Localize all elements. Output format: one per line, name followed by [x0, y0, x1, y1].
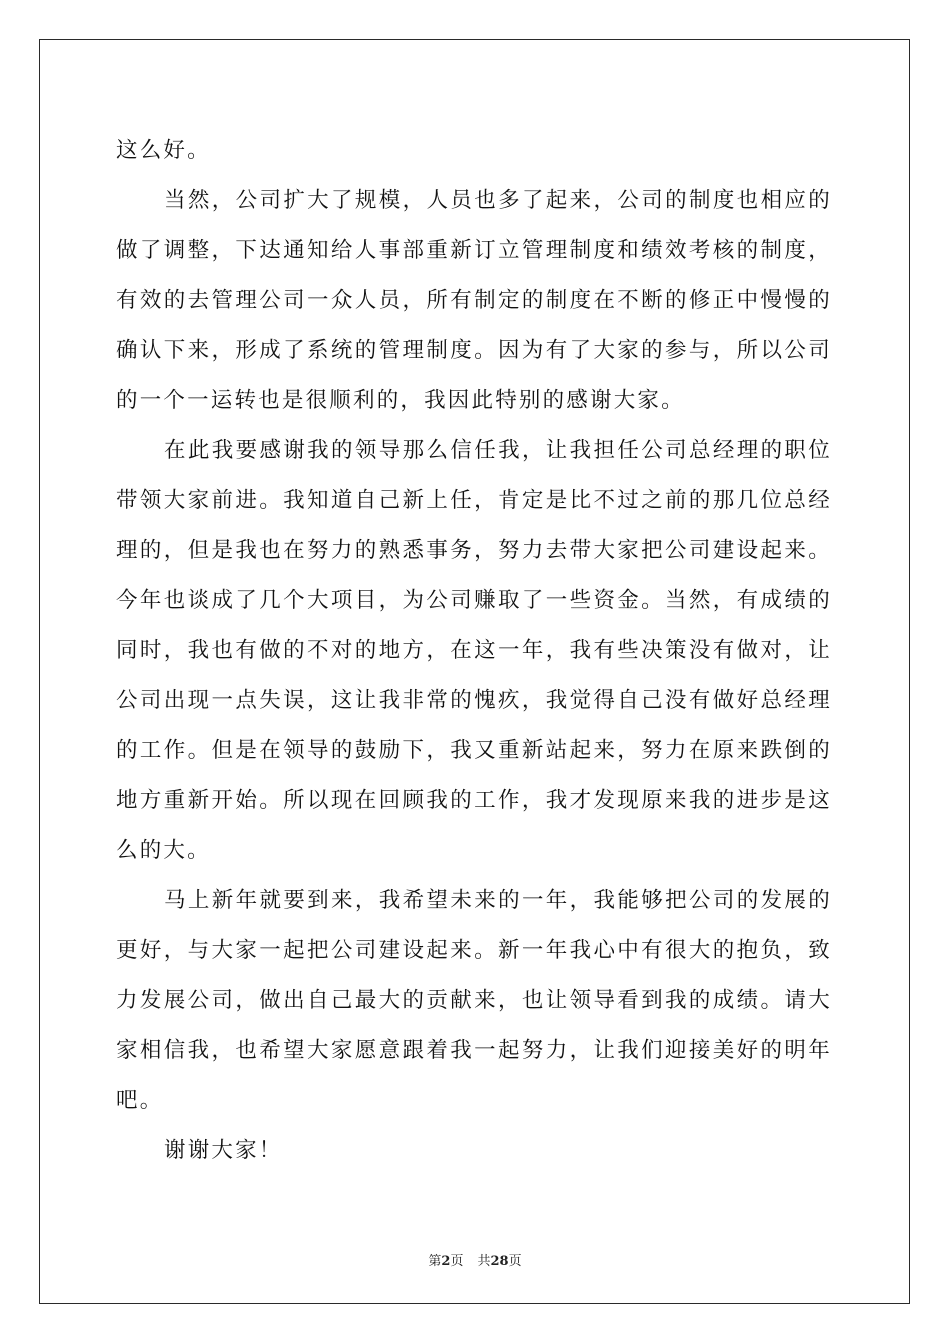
- total-suffix: 页: [508, 1254, 522, 1269]
- page-suffix: 页: [450, 1254, 464, 1269]
- paragraph-leadership: 在此我要感谢我的领导那么信任我，让我担任公司总经理的职位带领大家前进。我知道自己新上任，肯定是比不过之前的那几位总经理的，但是我也在努力的熟悉事务，努力去带大家把公司建设起来。今年也谈成了几个大项目，为公司赚取了一些资金。当然，有成绩的同时，我也有做的不对的地方，在这一年，我有些决策没有做对，让公司出现一点失误，这让我非常的愧疚，我觉得自己没有做好总经理的工作。但是在领导的鼓励下，我又重新站起来，努力在原来跌倒的地方重新开始。所以现在回顾我的工作，我才发现原来我的进步是这么的大。: [116, 438, 832, 863]
- page-footer: [0, 1250, 950, 1269]
- total-prefix: 共: [477, 1254, 491, 1269]
- page-number: 2: [441, 1254, 451, 1269]
- paragraph-thanks: 谢谢大家！: [164, 1138, 283, 1163]
- total-pages: 28: [490, 1254, 509, 1269]
- page-prefix: 第: [428, 1254, 442, 1269]
- document-body: [116, 126, 832, 1176]
- paragraph-continuation: 这么好。: [116, 138, 211, 163]
- paragraph-system: 当然，公司扩大了规模，人员也多了起来，公司的制度也相应的做了调整，下达通知给人事部重新订立管理制度和绩效考核的制度，有效的去管理公司一众人员，所有制定的制度在不断的修正中慢慢的确认下来，形成了系统的管理制度。因为有了大家的参与，所以公司的一个一运转也是很顺利的，我因此特别的感谢大家。: [116, 188, 832, 413]
- paragraph-new-year: 马上新年就要到来，我希望未来的一年，我能够把公司的发展的更好，与大家一起把公司建设起来。新一年我心中有很大的抱负，致力发展公司，做出自己最大的贡献来，也让领导看到我的成绩。请大家相信我，也希望大家愿意跟着我一起努力，让我们迎接美好的明年吧。: [116, 888, 832, 1113]
